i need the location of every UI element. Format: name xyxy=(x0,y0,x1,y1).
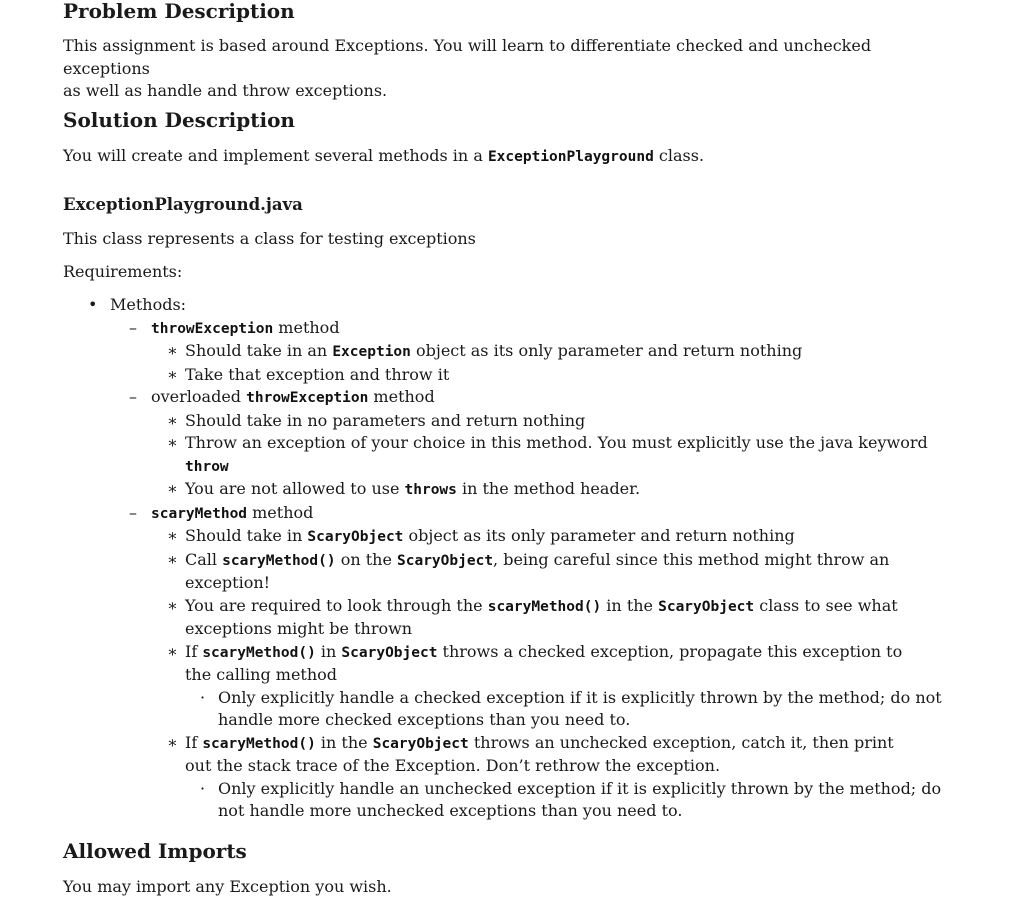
requirements-label: Requirements: xyxy=(63,262,183,281)
file-heading: ExceptionPlayground.java xyxy=(63,195,303,214)
list-item: ∗ Call scaryMethod() on the ScaryObject, being careful since this method might throw an exception! xyxy=(167,549,890,592)
list-item: ∗ If scaryMethod() in ScaryObject throws a checked exception, propagate this exception to the calling method xyxy=(167,641,903,684)
list-item-methods: • Methods: xyxy=(63,294,953,317)
asterisk-icon: ∗ xyxy=(167,595,178,615)
dot-icon: · xyxy=(200,778,206,798)
solution-heading: Solution Description xyxy=(63,108,295,132)
list-item: ∗ You are required to look through the scaryMethod() in the ScaryObject class to see what exceptions might be thrown xyxy=(167,595,898,638)
list-item: ∗ Throw an exception of your choice in this method. You must explicitly use the java keyword throw xyxy=(167,433,928,475)
imports-heading: Allowed Imports xyxy=(63,839,247,863)
method-throwexception: – throwException method xyxy=(63,317,953,341)
list-item: · Only explicitly handle an unchecked exception if it is explicitly thrown by the method; do not handle more unchecked exceptions than you need to. xyxy=(200,778,942,820)
dash-icon: – xyxy=(129,317,137,337)
asterisk-icon: ∗ xyxy=(167,433,178,452)
file-description: This class represents a class for testing exceptions xyxy=(63,229,476,248)
list-item: ∗ If scaryMethod() in the ScaryObject throws an unchecked exception, catch it, then print out the stack trace of the Exception. Don’t rethrow the exception. xyxy=(167,732,894,775)
list-item: · Only explicitly handle a checked exception if it is explicitly thrown by the method; do not handle more checked exceptions than you need to. xyxy=(200,687,942,729)
problem-heading: Problem Description xyxy=(63,0,295,23)
method-scarymethod: – scaryMethod method xyxy=(63,502,953,526)
list-item: ∗ Should take in no parameters and return nothing xyxy=(63,410,953,433)
asterisk-icon: ∗ xyxy=(167,641,178,661)
requirements-list xyxy=(63,294,953,823)
asterisk-icon: ∗ xyxy=(167,479,178,498)
asterisk-icon: ∗ xyxy=(167,732,178,752)
problem-text: This assignment is based around Exceptions. You will learn to differentiate checked and unchecked exceptions as well as handle and throw exceptions. xyxy=(63,36,872,100)
asterisk-icon: ∗ xyxy=(167,549,178,569)
asterisk-icon: ∗ xyxy=(167,364,178,384)
asterisk-icon: ∗ xyxy=(167,410,178,430)
imports-text: You may import any Exception you wish. xyxy=(63,877,392,896)
list-item: ∗ Take that exception and throw it xyxy=(63,364,953,387)
dash-icon: – xyxy=(129,387,137,406)
asterisk-icon: ∗ xyxy=(167,341,178,360)
list-item: ∗ Should take in an Exception object as its only parameter and return nothing xyxy=(63,340,953,364)
method-overloaded-throwexception: – overloaded throwException method xyxy=(63,386,953,410)
list-item: ∗ You are not allowed to use throws in the method header. xyxy=(63,478,953,502)
solution-text: You will create and implement several methods in a ExceptionPlayground class. xyxy=(63,146,705,165)
asterisk-icon: ∗ xyxy=(167,526,178,545)
dash-icon: – xyxy=(129,502,137,522)
bullet-icon: • xyxy=(88,295,98,314)
dot-icon: · xyxy=(200,687,206,707)
list-item: ∗ Should take in ScaryObject object as its only parameter and return nothing xyxy=(63,525,953,549)
